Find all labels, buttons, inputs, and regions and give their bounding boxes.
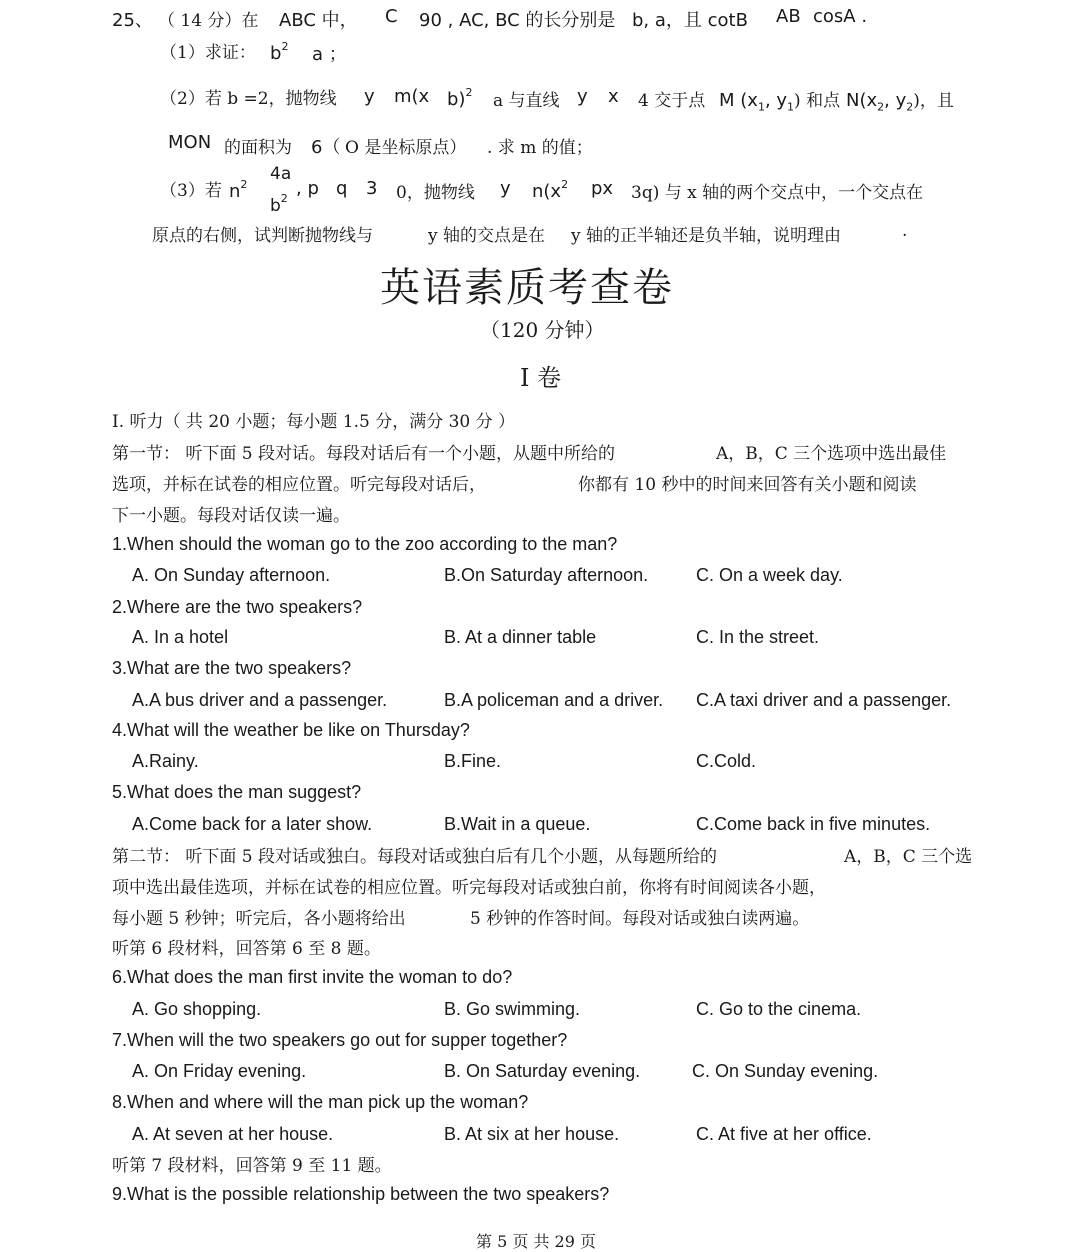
option-c: C. On a week day. <box>696 565 843 585</box>
text: ABC 中， <box>279 10 358 31</box>
option-a: A. In a hotel <box>132 627 229 647</box>
option-c: C.A taxi driver and a passenger. <box>696 690 952 710</box>
question: 6.What does the man first invite the woman to do? <box>112 967 513 987</box>
option-b: B. At a dinner table <box>444 627 597 647</box>
text: b, a，且 cotB <box>632 10 748 31</box>
material-heading: 听第 7 段材料，回答第 9 至 11 题。 <box>112 1156 392 1176</box>
text: q <box>336 178 348 199</box>
material-heading: 听第 6 段材料，回答第 6 至 8 题。 <box>112 939 381 959</box>
text: px <box>591 178 614 199</box>
instruction-line: 选项，并标在试卷的相应位置。听完每段对话后， <box>112 475 486 495</box>
option-a: A.A bus driver and a passenger. <box>132 690 388 710</box>
text: $N(x_2$, $y_2$)，且 <box>846 90 954 114</box>
text: m(x <box>394 86 430 107</box>
option-c: C. In the street. <box>696 627 820 647</box>
volume-heading: Ⅰ 卷 <box>520 364 562 392</box>
question: 1.When should the woman go to the zoo according to the man? <box>112 534 618 554</box>
part-label: （2）若 b =2，抛物线 <box>160 89 337 109</box>
page-title: 英语素质考查卷 <box>380 265 674 311</box>
option-a: A.Come back for a later show. <box>132 814 373 834</box>
text: 3 <box>366 178 378 199</box>
text: 90 , AC, BC 的长分别是 <box>419 10 616 31</box>
text: 0，抛物线 <box>396 183 475 203</box>
text: a ； <box>312 44 347 65</box>
option-b: B. At six at her house. <box>444 1124 620 1144</box>
text: 原点的右侧，试判断抛物线与 <box>152 226 373 246</box>
option-a: A. At seven at her house. <box>132 1124 334 1144</box>
text: cosA . <box>813 6 868 27</box>
text: 4 交于点 <box>638 91 706 111</box>
option-b: B. On Saturday evening. <box>444 1061 641 1081</box>
option-a: A.Rainy. <box>132 751 199 771</box>
text: y 轴的交点是在 <box>428 226 546 246</box>
option-b: B. Go swimming. <box>444 999 581 1019</box>
text: . 求 m 的值； <box>487 138 593 158</box>
part-label: （3）若 <box>160 181 222 201</box>
section-heading: I. 听力（ 共 20 小题；每小题 1.5 分，满分 30 分 ） <box>112 412 516 432</box>
option-c: C.Come back in five minutes. <box>696 814 931 834</box>
text: a 与直线 <box>493 91 560 111</box>
text: 3q) 与 x 轴的两个交点中，一个交点在 <box>631 183 924 203</box>
text: $n(x^2$ <box>532 178 569 202</box>
option-c: C. Go to the cinema. <box>696 999 862 1019</box>
instruction-line: A，B，C 三个选 <box>844 847 973 867</box>
option-c: C. At five at her office. <box>696 1124 872 1144</box>
option-b: B.On Saturday afternoon. <box>444 565 649 585</box>
question-number: 25、 <box>112 10 153 31</box>
part-label: （1）求证： <box>160 43 256 63</box>
text: 6（ <box>311 137 341 158</box>
page-number: 第 5 页 共 29 页 <box>476 1232 596 1251</box>
text: y <box>500 178 511 199</box>
question: 7.When will the two speakers go out for supper together? <box>112 1030 568 1050</box>
option-b: B.A policeman and a driver. <box>444 690 664 710</box>
fraction-denominator: $b^2$ <box>270 192 288 216</box>
option-b: B.Wait in a queue. <box>444 814 591 834</box>
question: 8.When and where will the man pick up the woman? <box>112 1092 529 1112</box>
option-c: C.Cold. <box>696 751 757 771</box>
text: $b^2$ <box>270 40 289 64</box>
fraction-numerator: 4a <box>270 164 292 184</box>
text: y <box>364 86 375 107</box>
text: x <box>608 86 619 107</box>
instruction-line: 下一小题。每段对话仅读一遍。 <box>112 506 350 526</box>
instruction-line: 你都有 10 秒中的时间来回答有关小题和阅读 <box>578 475 917 495</box>
instruction-line: 每小题 5 秒钟；听完后，各小题将给出 <box>112 909 406 929</box>
question: 3.What are the two speakers? <box>112 658 352 678</box>
text: （ 14 分）在 <box>158 11 259 31</box>
text: . <box>902 221 908 241</box>
duration: （120 分钟） <box>480 318 605 342</box>
text: $n^2$ <box>229 178 248 202</box>
question: 9.What is the possible relationship between the two speakers? <box>112 1184 610 1204</box>
text: MON <box>168 132 212 153</box>
option-a: A. Go shopping. <box>132 999 262 1019</box>
instruction-line: 第二节： 听下面 5 段对话或独白。每段对话或独白后有几个小题，从每题所给的 <box>112 847 718 867</box>
option-a: A. On Sunday afternoon. <box>132 565 331 585</box>
instruction-line: 项中选出最佳选项，并标在试卷的相应位置。听完每段对话或独白前，你将有时间阅读各小题， <box>112 878 826 898</box>
option-c: C. On Sunday evening. <box>692 1061 879 1081</box>
question: 2.Where are the two speakers? <box>112 597 363 617</box>
text: y <box>577 86 588 107</box>
instruction-line: A，B，C 三个选项中选出最佳 <box>716 444 947 464</box>
text: C <box>385 6 398 27</box>
instruction-line: 5 秒钟的作答时间。每段对话或独白读两遍。 <box>470 909 810 929</box>
option-a: A. On Friday evening. <box>132 1061 307 1081</box>
instruction-line: 第一节： 听下面 5 段对话。每段对话后有一个小题，从题中所给的 <box>112 444 616 464</box>
text: AB <box>776 6 801 27</box>
text: y 轴的正半轴还是负半轴，说明理由 <box>571 226 842 246</box>
text: 的面积为 <box>224 138 292 158</box>
question: 5.What does the man suggest? <box>112 782 362 802</box>
question: 4.What will the weather be like on Thursday? <box>112 720 470 740</box>
text: M ($x_1$, $y_1$) 和点 <box>719 90 841 114</box>
text: b)$^2$ <box>447 86 473 110</box>
text: , p <box>296 178 319 199</box>
option-b: B.Fine. <box>444 751 502 771</box>
text: O 是坐标原点） <box>345 138 467 158</box>
